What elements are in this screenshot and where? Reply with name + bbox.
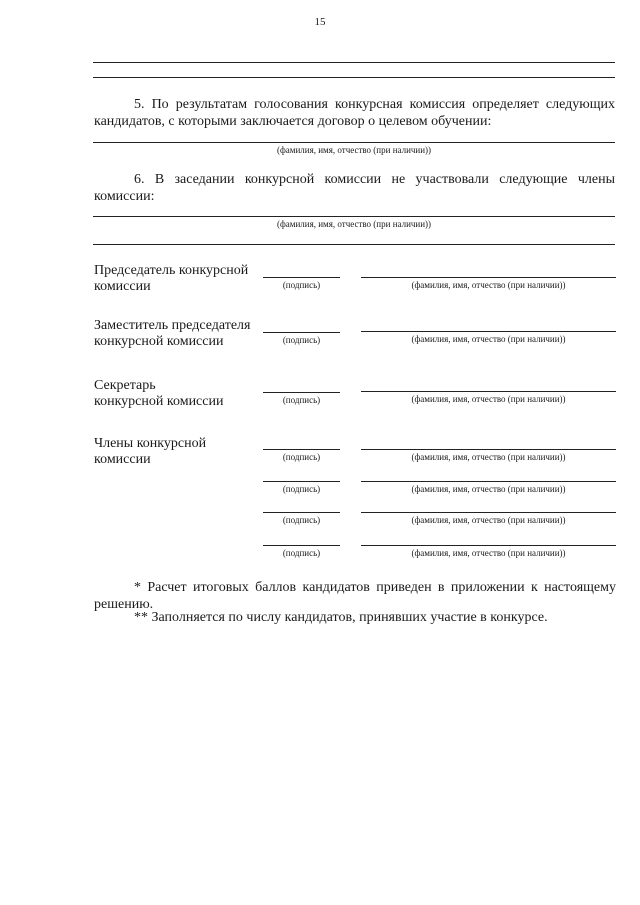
fio-hint: (фамилия, имя, отчество (при наличии))	[411, 334, 566, 344]
fio-line	[361, 545, 616, 546]
blank-line	[93, 62, 615, 63]
role-line: Секретарь	[94, 378, 156, 393]
role-line: комиссии	[94, 279, 151, 294]
role-line: конкурсной комиссии	[94, 334, 224, 349]
signature-line	[263, 277, 340, 278]
item-5-paragraph: 5. По результатам голосования конкурсная комиссия определяет следующих кандидатов, с которыми заключается договор о целевом обучении:	[94, 97, 615, 129]
item-6-paragraph: 6. В заседании конкурсной комиссии не участвовали следующие члены комиссии:	[94, 172, 615, 204]
secretary-label	[94, 378, 264, 410]
role-line: конкурсной комиссии	[94, 394, 224, 409]
signature-line	[263, 332, 340, 333]
role-line: Заместитель председателя	[94, 318, 251, 333]
fio-line	[361, 481, 616, 482]
page-number: 15	[314, 16, 326, 28]
role-line: Члены конкурсной	[94, 436, 207, 451]
signature-hint: (подпись)	[282, 280, 321, 290]
blank-line	[93, 244, 615, 245]
fio-line	[361, 331, 616, 332]
signature-hint: (подпись)	[282, 452, 321, 462]
fio-hint: (фамилия, имя, отчество (при наличии))	[411, 515, 566, 525]
role-line: комиссии	[94, 452, 151, 467]
footnote-2: ** Заполняется по числу кандидатов, принявших участие в конкурсе.	[134, 610, 548, 625]
blank-line	[93, 142, 615, 143]
signature-line	[263, 512, 340, 513]
fio-hint: (фамилия, имя, отчество (при наличии))	[276, 145, 432, 155]
footnote-1: * Расчет итоговых баллов кандидатов приведен в приложении к настоящему решению.	[94, 580, 616, 612]
fio-hint: (фамилия, имя, отчество (при наличии))	[411, 548, 566, 558]
role-line: Председатель конкурсной	[94, 263, 249, 278]
signature-line	[263, 481, 340, 482]
chairman-label	[94, 263, 264, 295]
fio-hint: (фамилия, имя, отчество (при наличии))	[411, 280, 566, 290]
fio-line	[361, 277, 616, 278]
signature-line	[263, 449, 340, 450]
signature-hint: (подпись)	[282, 515, 321, 525]
members-label	[94, 436, 264, 468]
fio-line	[361, 512, 616, 513]
fio-hint: (фамилия, имя, отчество (при наличии))	[411, 452, 566, 462]
fio-hint: (фамилия, имя, отчество (при наличии))	[411, 484, 566, 494]
fio-line	[361, 449, 616, 450]
signature-hint: (подпись)	[282, 484, 321, 494]
signature-hint: (подпись)	[282, 335, 321, 345]
blank-line	[93, 77, 615, 78]
blank-line	[93, 216, 615, 217]
signature-line	[263, 392, 340, 393]
signature-hint: (подпись)	[282, 395, 321, 405]
fio-hint: (фамилия, имя, отчество (при наличии))	[276, 219, 432, 229]
fio-line	[361, 391, 616, 392]
signature-hint: (подпись)	[282, 548, 321, 558]
fio-hint: (фамилия, имя, отчество (при наличии))	[411, 394, 566, 404]
signature-line	[263, 545, 340, 546]
deputy-label	[94, 318, 264, 350]
